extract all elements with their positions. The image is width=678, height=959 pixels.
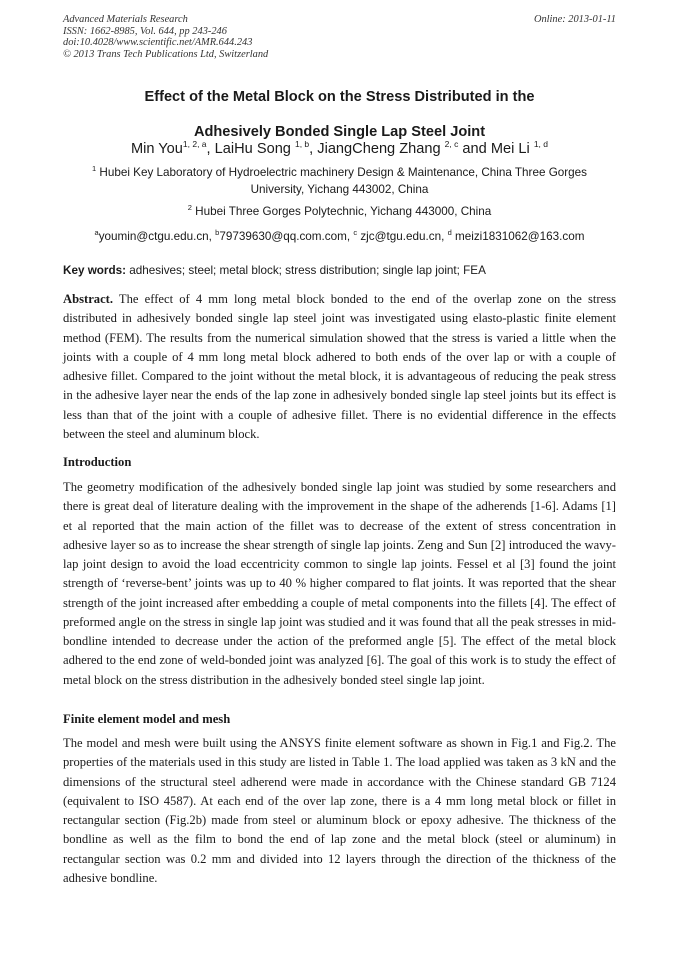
fem-section-text: The model and mesh were built using the ANSYS finite element software as shown in Fig.1 and Fig.2. The properties of the materials used in this study are listed in Table 1. The load applied was taken as 3 kN and the dimensions of the structural steel adherend were made in accordance with the Chinese standard GB 7124 (equivalent to ISO 4587). At each end of the over lap zone, there is a 4 mm long metal block or fillet in rectangular section (Fig.2b) made from steel or aluminum block or epoxy adhesive. The thickness of the bondline as well as the film to bond the end of lap zone and the metal block (steel or aluminum) in rectangular section was 0.2 mm and divided into 12 layers through the direction of the thickness of the adhesive bondline. [63, 736, 616, 885]
email-address: youmin@ctgu.edu.cn, [98, 230, 216, 243]
issn-line: ISSN: 1662-8985, Vol. 644, pp 243-246 [63, 25, 227, 37]
introduction-text: The geometry modification of the adhesively bonded single lap joint was studied by some researchers and there is great deal of literature dealing with the improvement in the shape of the adherends [1-6]. Adams [1] et al reported that the main action of the fillet was to decrease of the extent of stress concentration in adhesive layer so as to increase the shear strength of single lap joints. Zeng and Sun [2] introduced the wavy-lap joint design to avoid the load eccentricity common to single lap joints. Fessel et al [3] found the joint strength of ‘reverse-bent’ joints was up to 40 % higher compared to flat joints. It was reported that the shear strength of the joint increased after embedding a couple of metal components into the fillets [4]. The effect of preformed angle on the stress in single lap joint was studied and it was found that all the peak stresses in mid-bondline intended to decrease under the action of the preformed angle [5]. The effect of the metal block adhered to the end zone of weld-bonded joint was analyzed [6]. The goal of this work is to study the effect of metal block on the stress distribution in the adhesively bonded steel single lap joint. [63, 480, 616, 687]
email-address: zjc@tgu.edu.cn, [357, 230, 448, 243]
title-line-2: Adhesively Bonded Single Lap Steel Joint [193, 124, 486, 140]
fem-section-heading: Finite element model and mesh [63, 712, 231, 726]
affiliation-2-text: Hubei Three Gorges Polytechnic, Yichang 443000, China [191, 205, 492, 218]
email-marker: a [94, 228, 99, 237]
email-marker: b [215, 228, 220, 237]
affiliation-1-line-1: Hubei Key Laboratory of Hydroelectric machinery Design & Maintenance, China Three Gorges [96, 166, 588, 179]
affiliation-marker: 2 [187, 203, 192, 212]
abstract-text: The effect of 4 mm long metal block bonded to the end of the overlap zone on the stress distributed in adhesively bonded single lap steel joint was investigated using elasto-plastic finite element method (FEM). The results from the numerical simulation showed that the stress is varied a little when the joints with a couple of 4 mm long metal block adhered to both ends of the over lap or with a couple of adhesive fillet. Compared to the joint without the metal block, it is advantageous of reducing the peak stress in the adhesive layer near the ends of the lap zone in adhesively bonded single lap steel joints but its effect is less than that of the joint with a couple of adhesive fillet. There is no evidential difference in the effects between the steel and aluminum block. [63, 292, 616, 441]
author-affiliation-marker: 1, 2, a [182, 139, 207, 149]
email-list [63, 228, 616, 245]
author-separator: , [206, 141, 215, 157]
doi-line: doi:10.4028/www.scientific.net/AMR.644.243 [63, 37, 253, 49]
copyright-line: © 2013 Trans Tech Publications Ltd, Switzerland [63, 48, 269, 60]
abstract [63, 290, 616, 444]
title-line-1: Effect of the Metal Block on the Stress Distributed in the [144, 89, 535, 105]
email-address: 79739630@qq.com.com, [219, 230, 354, 243]
author-separator: , [309, 141, 318, 157]
abstract-label: Abstract. [63, 292, 114, 306]
author-name: JiangCheng Zhang [317, 141, 445, 157]
author-name: Min You [130, 141, 183, 157]
email-marker: c [353, 228, 358, 237]
affiliation-1-line-2: University, Yichang 443002, China [250, 183, 429, 196]
keywords-text: adhesives; steel; metal block; stress distribution; single lap joint; FEA [126, 264, 486, 277]
author-affiliation-marker: 1, d [533, 139, 549, 149]
introduction-heading: Introduction [63, 455, 132, 469]
journal-name: Advanced Materials Research [63, 14, 188, 25]
author-separator: and [458, 141, 491, 157]
keywords-label: Key words: [63, 264, 126, 277]
email-address: meizi1831062@163.com [451, 230, 585, 243]
keywords [63, 262, 616, 279]
author-list [63, 139, 616, 159]
author-name: LaiHu Song [214, 141, 295, 157]
affiliation-marker: 1 [91, 164, 97, 173]
journal-header [63, 14, 616, 60]
email-marker: d [447, 228, 452, 237]
author-affiliation-marker: 1, b [294, 139, 310, 149]
affiliation-2 [63, 203, 616, 220]
online-date: Online: 2013-01-11 [533, 14, 616, 25]
author-affiliation-marker: 2, c [444, 139, 459, 149]
author-name: Mei Li [490, 141, 534, 157]
affiliation-1 [63, 164, 616, 198]
